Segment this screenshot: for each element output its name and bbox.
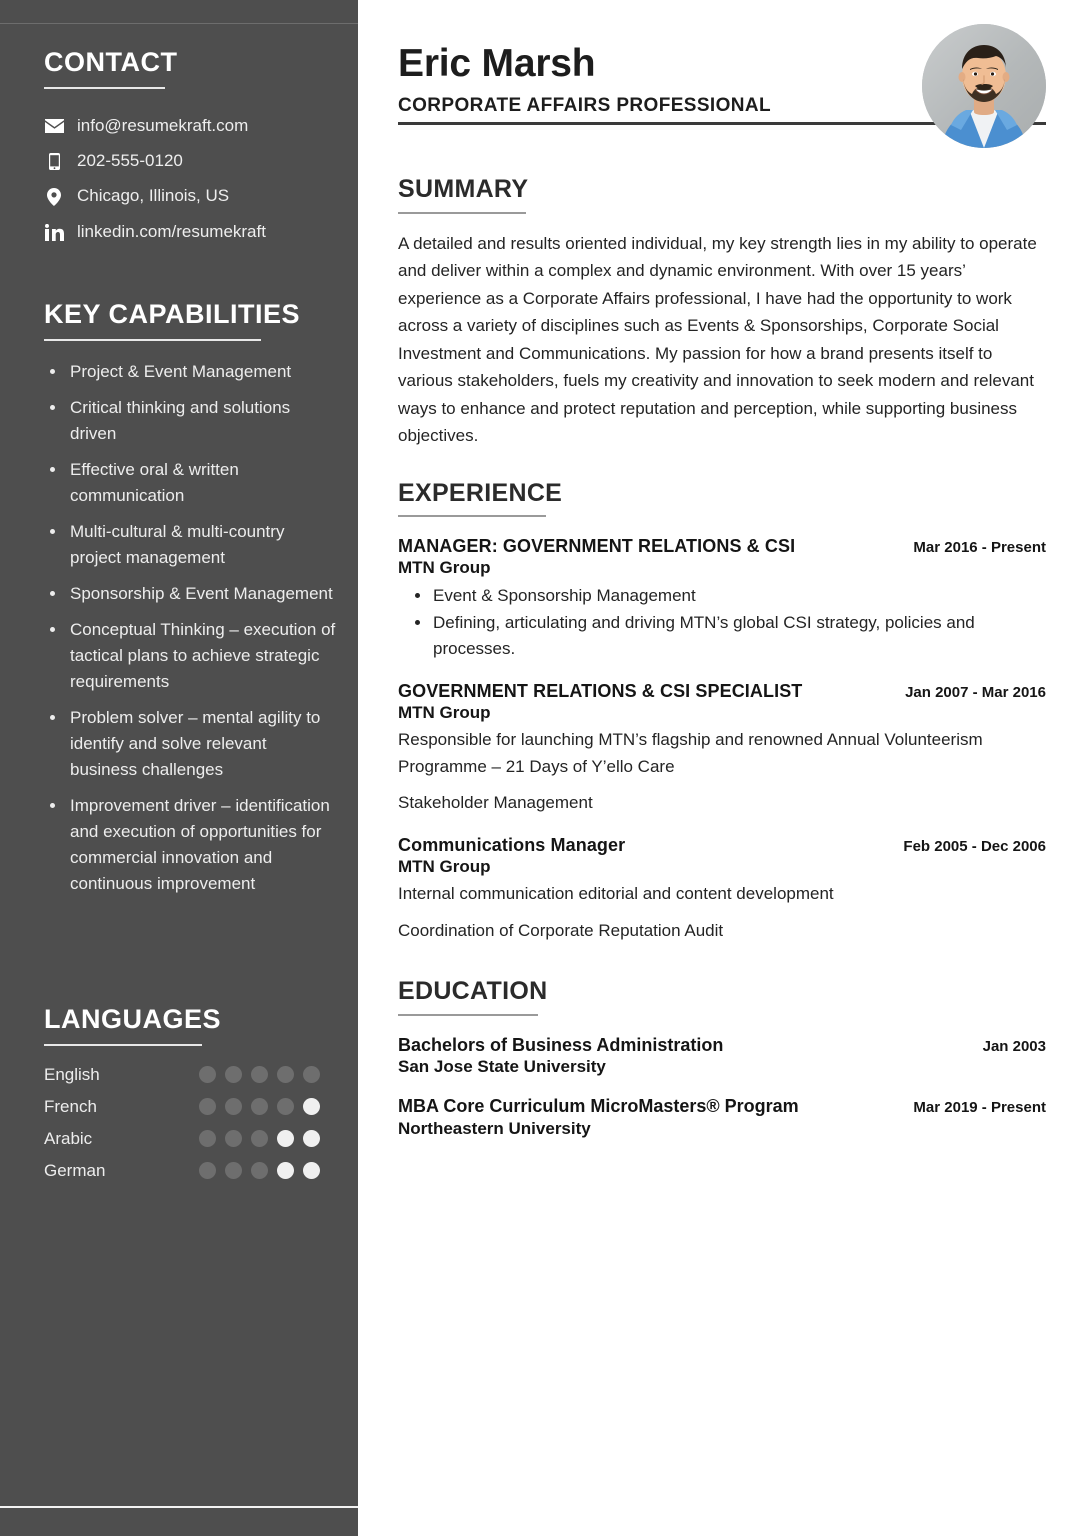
contact-item[interactable]	[44, 116, 344, 136]
key-capability-item: Problem solver – mental agility to identify and solve relevant business challenges	[44, 705, 336, 783]
summary-text: A detailed and results oriented individual, my key strength lies in my ability to operate and deliver within a complex and dynamic environment. With over 15 years’ experience as a Corporate Affairs professional, I have had the opportunity to work across a variety of disciplines such as Events & Sponsorships, Corporate Social Investment and Communications. My passion for how a brand presents itself to various stakeholders, fuels my creativity and innovation to seek modern and relevant ways to enhance and protect reputation and perception, while supporting business objectives.	[398, 233, 1037, 446]
language-level-dot	[251, 1130, 268, 1147]
languages-heading: LANGUAGES	[44, 1004, 222, 1034]
education-entry	[398, 1034, 1046, 1078]
experience-entry	[398, 835, 1046, 944]
key-capability-item: Multi-cultural & multi-country project management	[44, 519, 336, 571]
experience-job-date: Feb 2005 - Dec 2006	[903, 838, 1046, 856]
experience-company: MTN Group	[398, 703, 491, 723]
education-entry	[398, 1095, 1046, 1139]
experience-company: MTN Group	[398, 857, 491, 877]
avatar	[922, 24, 1046, 148]
experience-job-title: GOVERNMENT RELATIONS & CSI SPECIALIST	[398, 681, 803, 702]
key-capabilities-list	[44, 359, 336, 897]
language-row	[44, 1065, 336, 1085]
languages-list	[44, 1065, 336, 1181]
education-list	[398, 1034, 1046, 1139]
resume-header	[398, 0, 1046, 146]
contact-section	[44, 48, 344, 257]
contact-heading: CONTACT	[44, 47, 178, 77]
language-level-dot	[251, 1066, 268, 1083]
education-degree: Bachelors of Business Administration	[398, 1034, 724, 1055]
language-level-dot	[199, 1098, 216, 1115]
language-row	[44, 1129, 336, 1149]
contact-item-text: info@resumekraft.com	[77, 115, 249, 135]
experience-bullet-list	[398, 583, 1046, 662]
contact-item-text: linkedin.com/resumekraft	[77, 221, 266, 241]
education-heading: EDUCATION	[398, 977, 548, 1005]
language-level-dot	[199, 1162, 216, 1179]
mobile-phone-icon	[44, 153, 64, 170]
experience-paragraph: Coordination of Corporate Reputation Audit	[398, 920, 724, 940]
location-pin-icon	[44, 188, 64, 206]
job-role-subtitle: CORPORATE AFFAIRS PROFESSIONAL	[398, 94, 772, 116]
language-level-dot	[277, 1066, 294, 1083]
experience-job-date: Mar 2016 - Present	[913, 539, 1046, 557]
key-capability-item: Critical thinking and solutions driven	[44, 395, 336, 447]
experience-entry-header	[398, 536, 1046, 557]
language-name: German	[44, 1160, 106, 1180]
language-level-meter	[199, 1066, 320, 1083]
experience-company: MTN Group	[398, 558, 491, 578]
key-capabilities-heading-underline	[44, 339, 261, 341]
key-capabilities-heading: KEY CAPABILITIES	[44, 299, 301, 329]
education-school: San Jose State University	[398, 1057, 606, 1076]
main-column	[358, 0, 1086, 1536]
education-section	[398, 978, 1046, 1139]
experience-job-date: Jan 2007 - Mar 2016	[905, 684, 1046, 702]
education-entry-header	[398, 1034, 1046, 1057]
sidebar	[0, 0, 358, 1536]
language-level-dot	[225, 1098, 242, 1115]
experience-heading: EXPERIENCE	[398, 478, 563, 507]
education-school: Northeastern University	[398, 1118, 591, 1138]
experience-paragraph: Stakeholder Management	[398, 792, 593, 812]
language-name: English	[44, 1064, 100, 1084]
key-capability-item: Project & Event Management	[44, 359, 336, 385]
experience-heading-underline	[398, 515, 546, 517]
contact-item[interactable]	[44, 186, 344, 206]
key-capability-item: Effective oral & written communication	[44, 457, 336, 509]
language-name: French	[44, 1096, 97, 1116]
summary-heading: SUMMARY	[398, 175, 529, 203]
languages-section	[44, 1005, 336, 1193]
contact-heading-underline	[44, 87, 165, 89]
language-level-meter	[199, 1130, 320, 1147]
language-level-dot	[225, 1162, 242, 1179]
education-entry-header	[398, 1095, 1046, 1118]
language-level-dot	[303, 1130, 320, 1147]
key-capability-item: Sponsorship & Event Management	[44, 581, 336, 607]
linkedin-icon	[44, 224, 64, 241]
education-heading-underline	[398, 1014, 538, 1016]
envelope-icon	[44, 119, 64, 133]
experience-entry-header	[398, 681, 1046, 702]
contact-item[interactable]	[44, 222, 344, 242]
language-level-dot	[199, 1066, 216, 1083]
language-level-dot	[303, 1066, 320, 1083]
experience-entry-header	[398, 835, 1046, 856]
contact-item[interactable]	[44, 151, 344, 171]
language-name: Arabic	[44, 1128, 93, 1148]
summary-section	[398, 176, 1046, 450]
language-level-dot	[277, 1130, 294, 1147]
education-degree: MBA Core Curriculum MicroMasters® Program	[398, 1096, 799, 1116]
language-row	[44, 1161, 336, 1181]
contact-item-text: 202-555-0120	[77, 151, 183, 171]
language-level-dot	[225, 1066, 242, 1083]
education-date: Mar 2019 - Present	[913, 1099, 1046, 1116]
language-level-dot	[277, 1098, 294, 1115]
experience-paragraph: Internal communication editorial and content development	[398, 884, 834, 904]
key-capabilities-section	[44, 300, 336, 907]
experience-section	[398, 480, 1046, 944]
education-date: Jan 2003	[982, 1037, 1046, 1055]
sidebar-top-divider	[0, 23, 358, 24]
experience-job-title: Communications Manager	[398, 835, 626, 856]
key-capability-item: Improvement driver – identification and execution of opportunities for commercial innovation and continuous improvement	[44, 793, 336, 897]
language-level-dot	[251, 1162, 268, 1179]
language-level-dot	[251, 1098, 268, 1115]
language-level-dot	[303, 1098, 320, 1115]
languages-heading-underline	[44, 1044, 202, 1046]
experience-entry	[398, 536, 1046, 662]
experience-job-title: MANAGER: GOVERNMENT RELATIONS & CSI	[398, 536, 796, 557]
language-level-dot	[303, 1162, 320, 1179]
language-level-dot	[199, 1130, 216, 1147]
language-level-dot	[225, 1130, 242, 1147]
experience-bullet: Defining, articulating and driving MTN’s global CSI strategy, policies and processes.	[398, 610, 1046, 663]
summary-heading-underline	[398, 212, 526, 214]
language-level-dot	[277, 1162, 294, 1179]
language-level-meter	[199, 1162, 320, 1179]
page-title: Eric Marsh	[398, 42, 596, 85]
contact-list	[44, 116, 344, 243]
experience-list	[398, 536, 1046, 944]
key-capability-item: Conceptual Thinking – execution of tactical plans to achieve strategic requirements	[44, 617, 336, 695]
language-level-meter	[199, 1098, 320, 1115]
experience-bullet: Event & Sponsorship Management	[398, 583, 1046, 609]
language-row	[44, 1097, 336, 1117]
experience-paragraph: Responsible for launching MTN’s flagship and renowned Annual Volunteerism Programme – 21 Days of Y’ello Care	[398, 730, 983, 776]
sidebar-bottom-divider	[0, 1506, 358, 1508]
experience-entry	[398, 681, 1046, 816]
contact-item-text: Chicago, Illinois, US	[77, 186, 230, 206]
